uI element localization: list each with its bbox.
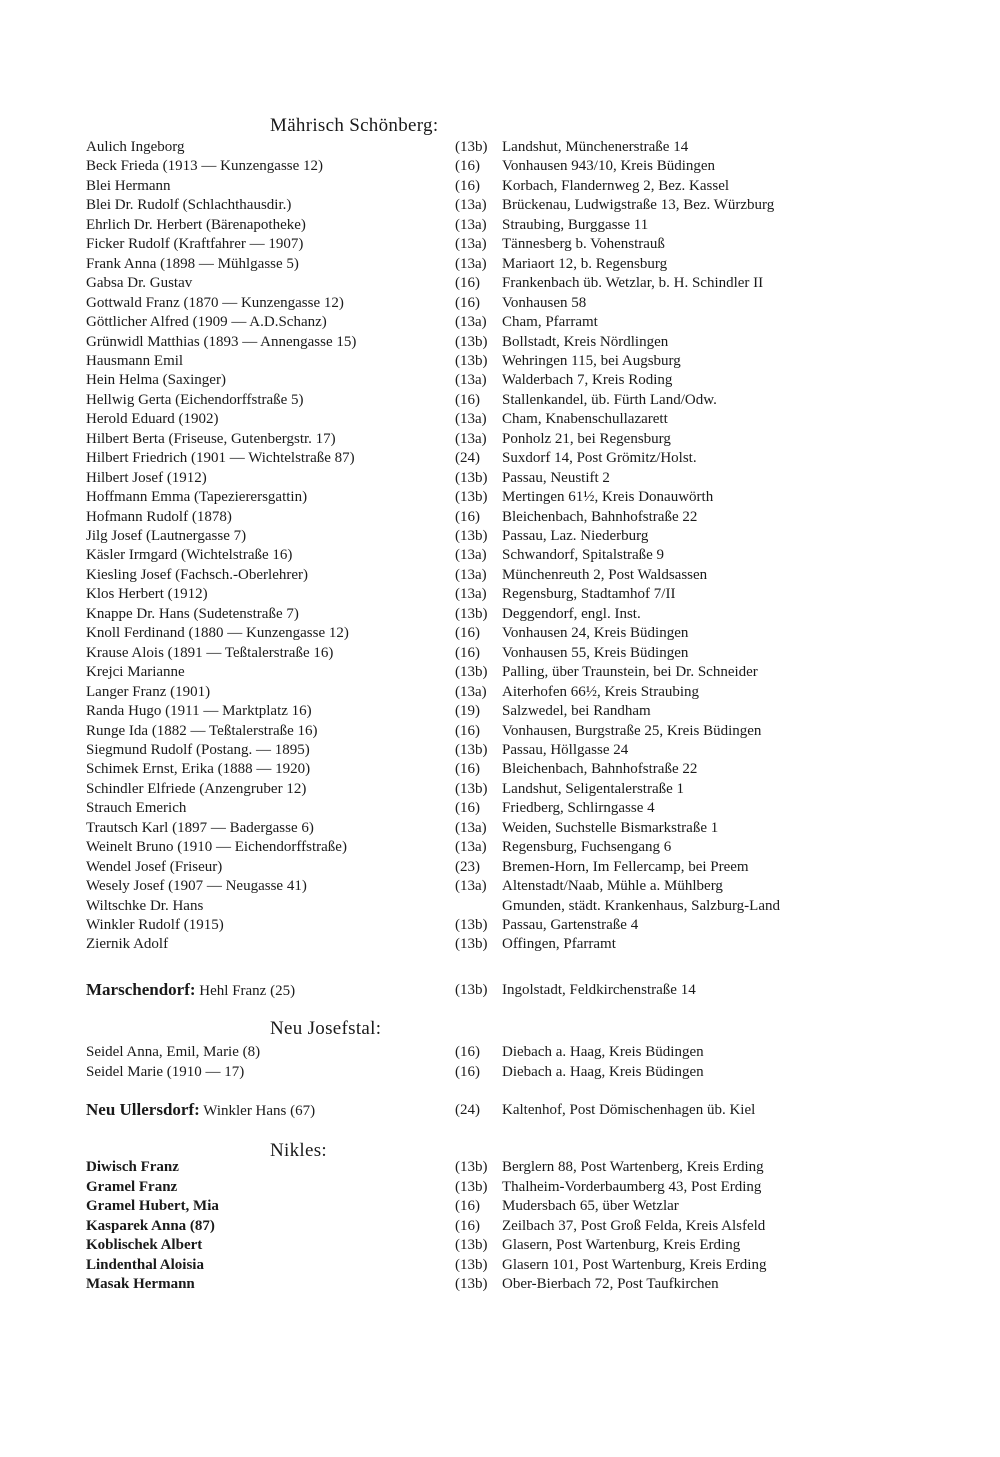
entry-name: Seidel Marie (1910 — 17): [86, 1063, 245, 1080]
entry-address: Ingolstadt, Feldkirchenstraße 14: [502, 982, 696, 998]
entry-address: Ober-Bierbach 72, Post Taufkirchen: [502, 1276, 719, 1292]
list-item: [86, 352, 946, 371]
list-item: [86, 702, 946, 721]
entry-name: Jilg Josef (Lautnergasse 7): [86, 528, 247, 544]
postal-zone-code: (13b): [455, 936, 488, 953]
entry-name: Kiesling Josef (Fachsch.-Oberlehrer): [86, 566, 309, 583]
entry-name: Runge Ida (1882 — Teßtalerstraße 16): [86, 722, 318, 739]
entry-address: Weiden, Suchstelle Bismarkstraße 1: [502, 819, 719, 836]
list-item: [86, 469, 946, 488]
entry-address: Gmunden, städt. Krankenhaus, Salzburg-Land: [502, 897, 780, 914]
postal-zone-code: (13a): [455, 839, 487, 856]
list-item: [86, 1236, 946, 1255]
list-item: [86, 897, 946, 916]
postal-zone-code: (19): [455, 703, 480, 720]
entry-name: Ziernik Adolf: [86, 936, 169, 953]
entry-address: Passau, Gartenstraße 4: [502, 917, 639, 933]
postal-zone-code: (16): [455, 625, 480, 642]
list-item: [86, 780, 946, 799]
entry-name: Winkler Rudolf (1915): [86, 917, 224, 933]
section-heading-neu-josefstal: Neu Josefstal:: [270, 1018, 382, 1039]
entry-name: Langer Franz (1901): [86, 683, 211, 700]
postal-zone-code: (13b): [455, 780, 488, 797]
postal-zone-code: (16): [455, 294, 480, 311]
entry-name: Hilbert Josef (1912): [86, 469, 207, 486]
list-item: [86, 858, 946, 877]
entry-address: Salzwedel, bei Randham: [502, 703, 651, 720]
postal-zone-code: (13a): [455, 430, 487, 447]
entry-name: Trautsch Karl (1897 — Badergasse 6): [86, 819, 314, 836]
entry-name: Masak Hermann: [86, 1276, 195, 1292]
list-item: [86, 935, 946, 954]
list-item: [86, 799, 946, 818]
entry-name: Weinelt Bruno (1910 — Eichendorffstraße): [86, 839, 347, 856]
entry-address: Palling, über Traunstein, bei Dr. Schneider: [502, 664, 758, 681]
entry-name: Blei Hermann: [86, 177, 171, 194]
entry-name: Ehrlich Dr. Herbert (Bärenapotheke): [86, 216, 306, 233]
section-heading-nikles: Nikles:: [270, 1140, 327, 1161]
postal-zone-code: (13b): [455, 528, 488, 544]
entry-address: Vonhausen, Burgstraße 25, Kreis Büdingen: [502, 722, 762, 739]
entry-name: Kasparek Anna (87): [86, 1217, 215, 1234]
postal-zone-code: (24): [455, 1102, 480, 1118]
list-item: [86, 410, 946, 429]
entry-address: Cham, Pfarramt: [502, 314, 598, 331]
list-item: [86, 760, 946, 779]
list-item: [86, 488, 946, 507]
entry-address: Straubing, Burggasse 11: [502, 216, 649, 233]
entry-address: Frankenbach üb. Wetzlar, b. H. Schindler II: [502, 275, 764, 292]
entry-name: Hellwig Gerta (Eichendorffstraße 5): [86, 391, 304, 408]
entry-address: Tännesberg b. Vohenstrauß: [502, 236, 665, 253]
entry-name: Gottwald Franz (1870 — Kunzengasse 12): [86, 294, 344, 311]
entry-address: Mariaort 12, b. Regensburg: [502, 255, 668, 272]
entry-address: Bleichenbach, Bahnhofstraße 22: [502, 508, 698, 525]
postal-zone-code: (13b): [455, 917, 488, 933]
entry-address: Vonhausen 55, Kreis Büdingen: [502, 644, 689, 661]
entry-address: Walderbach 7, Kreis Roding: [502, 372, 673, 389]
entry-address: Regensburg, Stadtamhof 7/II: [502, 586, 676, 603]
entry-address: Schwandorf, Spitalstraße 9: [502, 547, 665, 564]
entry-address: Münchenreuth 2, Post Waldsassen: [502, 566, 708, 583]
list-item: [86, 546, 946, 565]
list-item: [86, 1256, 946, 1275]
entry-neu-ullersdorf: [86, 1100, 946, 1124]
entry-name: Knoll Ferdinand (1880 — Kunzengasse 12): [86, 625, 349, 642]
entry-name: Klos Herbert (1912): [86, 586, 208, 603]
postal-zone-code: (16): [455, 800, 480, 817]
entry-name: Käsler Irmgard (Wichtelstraße 16): [86, 547, 293, 564]
entry-address: Zeilbach 37, Post Groß Felda, Kreis Alsfeld: [502, 1217, 766, 1234]
list-item: [86, 313, 946, 332]
postal-zone-code: (13b): [455, 489, 488, 506]
postal-zone-code: (16): [455, 177, 480, 194]
list-item: [86, 916, 946, 935]
entry-name: Knappe Dr. Hans (Sudetenstraße 7): [86, 605, 299, 622]
postal-zone-code: (13b): [455, 1159, 488, 1175]
entry-name: Grünwidl Matthias (1893 — Annengasse 15): [86, 333, 357, 350]
list-item: [86, 1063, 946, 1082]
postal-zone-code: (13a): [455, 255, 487, 272]
entry-name: Hein Helma (Saxinger): [86, 372, 226, 389]
postal-zone-code: (13a): [455, 819, 487, 836]
entry-name: Strauch Emerich: [86, 800, 187, 817]
entry-address: Offingen, Pfarramt: [502, 936, 616, 953]
list-item: [86, 741, 946, 760]
entry-name: Gramel Hubert, Mia: [86, 1198, 219, 1214]
entry-name: Schindler Elfriede (Anzengruber 12): [86, 780, 307, 797]
entry-name: Winkler Hans (67): [203, 1103, 316, 1119]
list-item: [86, 1158, 946, 1177]
entry-address: Stallenkandel, üb. Fürth Land/Odw.: [502, 391, 717, 408]
entry-address: Altenstadt/Naab, Mühle a. Mühlberg: [502, 878, 723, 895]
entry-name: Gramel Franz: [86, 1178, 178, 1195]
list-item: [86, 1217, 946, 1236]
postal-zone-code: (13b): [455, 1276, 488, 1292]
place-marschendorf: Marschendorf:: [86, 980, 196, 999]
list-item: [86, 196, 946, 215]
postal-zone-code: (16): [455, 1217, 480, 1234]
list-item: [86, 585, 946, 604]
postal-zone-code: (13a): [455, 878, 487, 895]
postal-zone-code: (13b): [455, 333, 488, 350]
entry-address: Vonhausen 24, Kreis Büdingen: [502, 625, 689, 642]
list-item: [86, 819, 946, 838]
entry-address: Kaltenhof, Post Dömischenhagen üb. Kiel: [502, 1102, 756, 1118]
list-item: [86, 255, 946, 274]
entry-address: Korbach, Flandernweg 2, Bez. Kassel: [502, 177, 730, 194]
entry-name: Wiltschke Dr. Hans: [86, 897, 204, 914]
postal-zone-code: (13b): [455, 1178, 488, 1195]
postal-zone-code: (13a): [455, 236, 487, 253]
entry-address: Ponholz 21, bei Regensburg: [502, 430, 671, 447]
list-item: [86, 566, 946, 585]
entry-address: Wehringen 115, bei Augsburg: [502, 352, 681, 369]
postal-zone-code: (13b): [455, 605, 488, 622]
entry-address: Friedberg, Schlirngasse 4: [502, 800, 655, 817]
list-item: [86, 138, 946, 157]
postal-zone-code: (13a): [455, 411, 487, 428]
entry-name: Koblischek Albert: [86, 1237, 203, 1253]
postal-zone-code: (16): [455, 391, 480, 408]
list-item: [86, 1197, 946, 1216]
entry-name: Hehl Franz (25): [199, 983, 296, 999]
entry-marschendorf: [86, 980, 946, 1004]
entry-address: Vonhausen 943/10, Kreis Büdingen: [502, 158, 716, 175]
entry-address: Mudersbach 65, über Wetzlar: [502, 1198, 679, 1214]
list-item: [86, 1275, 946, 1294]
entry-address: Glasern, Post Wartenburg, Kreis Erding: [502, 1237, 741, 1253]
postal-zone-code: (13b): [455, 1237, 488, 1253]
entry-address: Landshut, Seligentalerstraße 1: [502, 780, 685, 797]
entry-name: Frank Anna (1898 — Mühlgasse 5): [86, 255, 299, 272]
entry-address: Bremen-Horn, Im Fellercamp, bei Preem: [502, 858, 749, 875]
entry-name: Aulich Ingeborg: [86, 139, 185, 155]
postal-zone-code: (13a): [455, 197, 487, 214]
postal-zone-code: (13a): [455, 683, 487, 700]
postal-zone-code: (16): [455, 1044, 480, 1060]
postal-zone-code: (13b): [455, 982, 488, 998]
list-item: [86, 430, 946, 449]
section-heading-maehrisch-schoenberg: Mährisch Schönberg:: [270, 115, 439, 136]
entry-address: Suxdorf 14, Post Grömitz/Holst.: [502, 450, 697, 467]
entry-address: Landshut, Münchenerstraße 14: [502, 139, 689, 155]
entry-name: Hilbert Berta (Friseuse, Gutenbergstr. 17): [86, 430, 336, 447]
entry-address: Cham, Knabenschullazarett: [502, 411, 668, 428]
entry-name: Hausmann Emil: [86, 352, 184, 369]
entry-address: Deggendorf, engl. Inst.: [502, 605, 641, 622]
entry-name: Hofmann Rudolf (1878): [86, 508, 232, 525]
postal-zone-code: (16): [455, 1198, 480, 1214]
postal-zone-code: (16): [455, 508, 480, 525]
list-item: [86, 508, 946, 527]
entry-name: Siegmund Rudolf (Postang. — 1895): [86, 741, 310, 758]
postal-zone-code: (13b): [455, 741, 488, 758]
entry-name: Wendel Josef (Friseur): [86, 858, 223, 875]
list-item: [86, 235, 946, 254]
entry-address: Regensburg, Fuchsengang 6: [502, 839, 672, 856]
entry-name: Diwisch Franz: [86, 1159, 179, 1175]
entry-name: Gabsa Dr. Gustav: [86, 275, 193, 292]
entry-address: Passau, Laz. Niederburg: [502, 528, 649, 544]
list-item: [86, 722, 946, 741]
list-item: [86, 449, 946, 468]
place-neu-ullersdorf: Neu Ullersdorf:: [86, 1100, 200, 1119]
list-item: [86, 391, 946, 410]
postal-zone-code: (13b): [455, 469, 488, 486]
entry-name: Lindenthal Aloisia: [86, 1256, 204, 1273]
list-item: [86, 624, 946, 643]
postal-zone-code: (13a): [455, 586, 487, 603]
postal-zone-code: (16): [455, 644, 480, 661]
list-item: [86, 274, 946, 293]
list-item: [86, 877, 946, 896]
list-item: [86, 157, 946, 176]
postal-zone-code: (13a): [455, 566, 487, 583]
entry-address: Glasern 101, Post Wartenburg, Kreis Erding: [502, 1256, 767, 1273]
entry-name: Wesely Josef (1907 — Neugasse 41): [86, 878, 307, 895]
entry-address: Bleichenbach, Bahnhofstraße 22: [502, 761, 698, 778]
postal-zone-code: (13b): [455, 139, 488, 155]
postal-zone-code: (16): [455, 722, 480, 739]
entry-address: Thalheim-Vorderbaumberg 43, Post Erding: [502, 1178, 762, 1195]
postal-zone-code: (16): [455, 275, 480, 292]
entry-name: Hoffmann Emma (Tapezierersgattin): [86, 489, 308, 506]
list-item: [86, 1178, 946, 1197]
entry-address: Aiterhofen 66½, Kreis Straubing: [502, 683, 700, 700]
postal-zone-code: (13b): [455, 352, 488, 369]
postal-zone-code: (16): [455, 1063, 480, 1080]
list-item: [86, 177, 946, 196]
entry-address: Diebach a. Haag, Kreis Büdingen: [502, 1044, 704, 1060]
postal-zone-code: (13b): [455, 1256, 488, 1273]
entry-name: Beck Frieda (1913 — Kunzengasse 12): [86, 158, 324, 175]
entry-address: Brückenau, Ludwigstraße 13, Bez. Würzburg: [502, 197, 775, 214]
entry-name: Krause Alois (1891 — Teßtalerstraße 16): [86, 644, 334, 661]
list-item: [86, 663, 946, 682]
postal-zone-code: (13a): [455, 547, 487, 564]
entry-address: Passau, Höllgasse 24: [502, 741, 629, 758]
entry-name: Schimek Ernst, Erika (1888 — 1920): [86, 761, 311, 778]
entry-address: Vonhausen 58: [502, 294, 587, 311]
entry-address: Passau, Neustift 2: [502, 469, 610, 486]
list-item: [86, 333, 946, 352]
entry-address: Mertingen 61½, Kreis Donauwörth: [502, 489, 714, 506]
entry-name: Göttlicher Alfred (1909 — A.D.Schanz): [86, 314, 327, 331]
entry-name: Blei Dr. Rudolf (Schlachthausdir.): [86, 197, 292, 214]
entry-address: Berglern 88, Post Wartenberg, Kreis Erding: [502, 1159, 764, 1175]
entry-name: Randa Hugo (1911 — Marktplatz 16): [86, 703, 312, 720]
postal-zone-code: (13b): [455, 664, 488, 681]
entry-name: Hilbert Friedrich (1901 — Wichtelstraße 87): [86, 450, 355, 467]
list-item: [86, 1043, 946, 1062]
postal-zone-code: (16): [455, 158, 480, 175]
list-item: [86, 527, 946, 546]
list-item: [86, 371, 946, 390]
entry-name: Herold Eduard (1902): [86, 411, 219, 428]
entry-name: Krejci Marianne: [86, 664, 185, 681]
list-item: [86, 294, 946, 313]
postal-zone-code: (23): [455, 858, 480, 875]
entry-name: Ficker Rudolf (Kraftfahrer — 1907): [86, 236, 304, 253]
entry-name: Seidel Anna, Emil, Marie (8): [86, 1044, 261, 1060]
list-item: [86, 216, 946, 235]
entry-address: Diebach a. Haag, Kreis Büdingen: [502, 1063, 704, 1080]
list-item: [86, 838, 946, 857]
list-item: [86, 644, 946, 663]
postal-zone-code: (24): [455, 450, 480, 467]
entry-address: Bollstadt, Kreis Nördlingen: [502, 333, 669, 350]
postal-zone-code: (16): [455, 761, 480, 778]
postal-zone-code: (13a): [455, 216, 487, 233]
postal-zone-code: (13a): [455, 314, 487, 331]
list-item: [86, 605, 946, 624]
list-item: [86, 683, 946, 702]
postal-zone-code: (13a): [455, 372, 487, 389]
